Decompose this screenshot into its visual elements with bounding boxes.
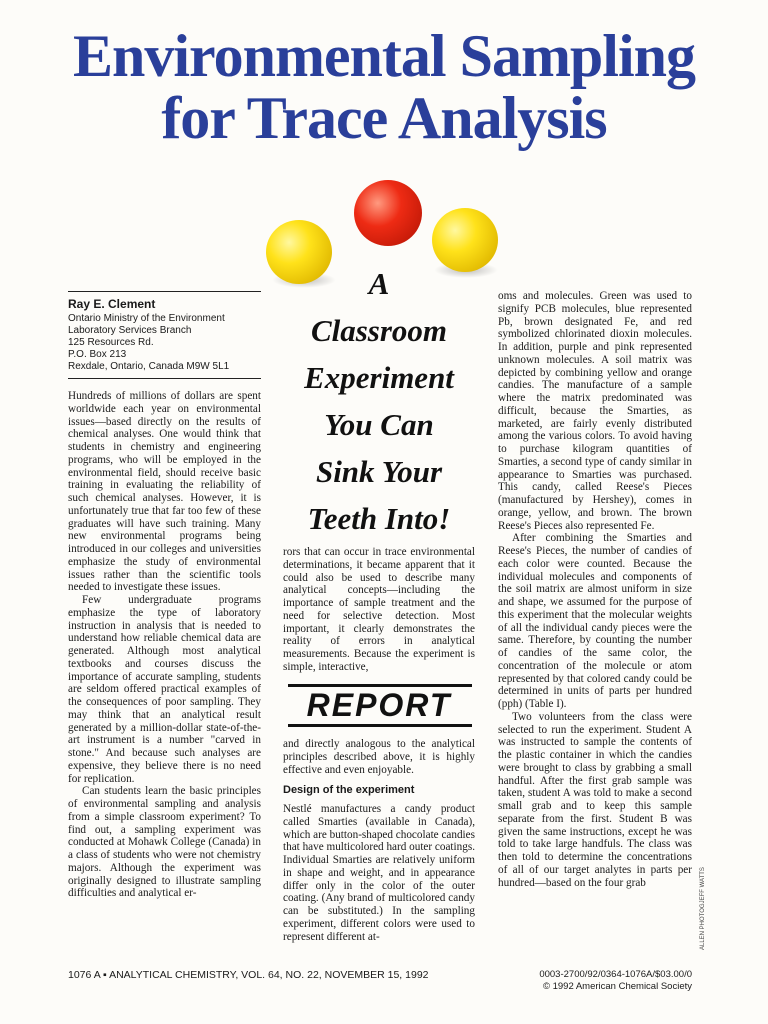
body-paragraph: Can students learn the basic principles of environmental sampling and analysis from a simple classroom experiment? To find out, a sampling experiment was conducted at Mohawk College (Canada) in a class of students who were not chemistry majors. Although the experiment was originally designed to illustrate sampling difficulties and analytical er-	[68, 785, 261, 900]
tagline-line: Sink Your	[315, 454, 443, 489]
affiliation-line: Rexdale, Ontario, Canada M9W 5L1	[68, 361, 230, 372]
author-name: Ray E. Clement	[68, 297, 156, 311]
affiliation-line: P.O. Box 213	[68, 349, 127, 360]
affiliation-line: Ontario Ministry of the Environment	[68, 313, 225, 324]
author-rule	[68, 291, 261, 292]
column-3	[498, 290, 692, 889]
tagline-line: You Can	[324, 407, 434, 442]
body-paragraph: Hundreds of millions of dollars are spent worldwide each year on environmental issues—based directly on the results of chemical analyses. One would think that students in chemistry and engineering programs, who will be employed in the environmental field, should receive basic training in evaluating the reliability of such chemical analyses. However, it is unfortunately true that far too few of these graduates will have such training. Many new environmental programs being introduced in our colleges and universities emphasize the study of environmental issues rather than the scientific tools needed to investigate these issues.	[68, 390, 261, 594]
red-candy	[354, 180, 422, 246]
page-footer-copyright	[470, 969, 692, 993]
author-rule	[68, 378, 261, 379]
title-line-1: Environmental Sampling	[72, 23, 696, 89]
tagline-line: Experiment	[304, 360, 454, 395]
title-line-2: for Trace Analysis	[161, 85, 607, 151]
report-label: REPORT	[306, 687, 452, 723]
report-bar-bottom	[288, 724, 472, 727]
page-footer-citation: 1076 A ▪ ANALYTICAL CHEMISTRY, VOL. 64, NO. 22, NOVEMBER 15, 1992	[68, 969, 429, 981]
tagline	[283, 260, 475, 542]
footer-copyright: © 1992 American Chemical Society	[542, 981, 692, 992]
column-2-top	[283, 546, 475, 674]
body-paragraph: oms and molecules. Green was used to signify PCB molecules, blue represented Pb, brown designated Fe, and red symbolized chlorinated dioxin molecules. In addition, purple and pink represented unknown molecules. A soil matrix was depicted by combining yellow and orange candies. The manufacture of a sample where the matrix predominated was difficult, because the Smarties, as marketed, are fairly evenly distributed among the various colors. To avoid having to purchase kilogram quantities of Smarties, a second type of candy similar in appearance to Smarties was purchased. This candy, called Reese's Pieces (manufactured by Hershey), comes in orange, yellow, and brown. The brown Reese's Pieces also represented Fe.	[498, 290, 692, 532]
affiliation-line: 125 Resources Rd.	[68, 337, 154, 348]
section-heading: Design of the experiment	[283, 784, 415, 797]
tagline-line: A	[368, 266, 390, 301]
tagline-line: Classroom	[310, 313, 448, 348]
author-affiliation	[68, 313, 268, 373]
body-paragraph: Two volunteers from the class were selected to run the experiment. Student A was instructed to sample the contents of the plastic container in which the candies were brought to class by grabbing a small handful. After the first grab sample was taken, student A was told to make a second small grab and to keep this sample separate from the first. Student B was given the same instructions, except he was told to take large handfuls. The class was then told to determine the concentrations of all of our target analytes in parts per hundred—based on the four grab	[498, 710, 692, 889]
body-paragraph: and directly analogous to the analytical principles described above, it is highly effective and even enjoyable.	[283, 738, 475, 776]
photo-credit: ALLEN PHOTOGJEFF WATTS	[700, 867, 706, 950]
body-paragraph: After combining the Smarties and Reese's Pieces, the number of candies of each color were counted. Because the individual molecules and components of the soil matrix are almost uniform in size and shape, we assumed for the purpose of this experiment that the molecular weights of all the individual candy pieces were the same. Therefore, by counting the number of candies of the same color, the concentration of the molecule or atom represented by that colored candy could be determined in units of parts per hundred (pph) (Table I).	[498, 532, 692, 710]
body-paragraph: rors that can occur in trace environmental determinations, it became apparent that it could also be used to describe many analytical concepts—including the importance of sample treatment and the need for selective detection. Most important, it clearly demonstrates the reality of errors in analytical measurements. Because the experiment is simple, interactive,	[283, 546, 475, 673]
body-paragraph: Few undergraduate programs emphasize the type of laboratory instruction in analysis that is needed to understand how reliable chemical data are generated. Although most analytical textbooks and courses discuss the importance of accurate sampling, students are seldom offered practical examples of the consequences of poor sampling. They may think that an analytical result generated by a million-dollar state-of-the-art instrument is a number "carved in stone." And because such analyses are expensive, they believe there is no need for replication.	[68, 594, 261, 785]
column-2-bottom	[283, 738, 475, 943]
tagline-line: Teeth Into!	[307, 501, 451, 536]
affiliation-line: Laboratory Services Branch	[68, 325, 192, 336]
column-1	[68, 390, 261, 900]
footer-issn: 0003-2700/92/0364-1076A/$03.00/0	[539, 969, 692, 980]
body-paragraph: Nestlé manufactures a candy product called Smarties (available in Canada), which are button-shaped chocolate candies that have multicolored hard outer coatings. Individual Smarties are relatively uniform in shape and weight, and in appearance differ only in the color of the outer coating. (Any brand of multicolored candy can be substituted.) In the sampling experiment, different colors were used to represent different at-	[283, 803, 475, 943]
